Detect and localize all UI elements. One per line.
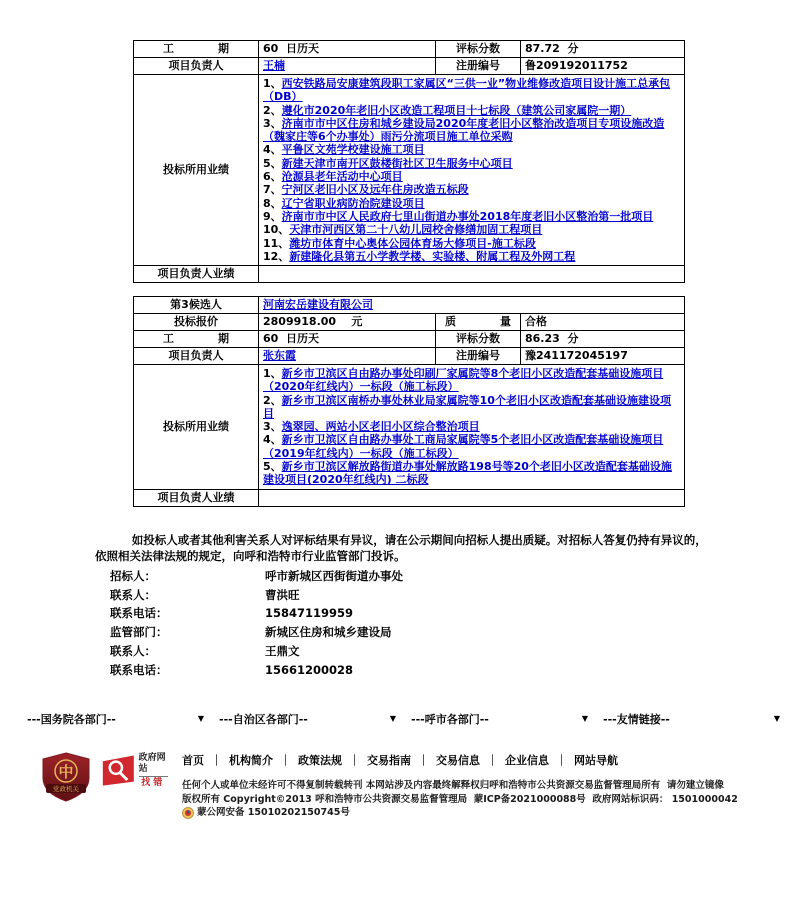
chevron-down-icon: ▼ bbox=[389, 714, 396, 723]
manager-label: 项目负责人 bbox=[134, 348, 259, 365]
footer-nav-link[interactable]: 网站导航 bbox=[574, 754, 618, 767]
dropdown-state-council-departments[interactable] bbox=[25, 710, 206, 728]
candidate-label: 第3候选人 bbox=[134, 297, 259, 314]
performance-project-link[interactable]: 逸翠园、两站小区老旧小区综合整治项目 bbox=[281, 420, 480, 434]
performance-item bbox=[263, 170, 680, 183]
nav-separator: ｜ bbox=[556, 754, 567, 767]
footer-nav-link[interactable]: 政策法规 bbox=[298, 754, 342, 767]
contact-block bbox=[110, 567, 530, 679]
find-error-label: 找错 bbox=[141, 778, 166, 788]
objection-notice: 如投标人或者其他利害关系人对评标结果有异议，请在公示期间向招标人提出质疑。对招标人答复仍持有异议的，依照相关法律法规的规定，向呼和浩特市行业监管部门投诉。 bbox=[95, 533, 707, 563]
performance-project-link[interactable]: 新乡市卫滨区自由路办事处印刷厂家属院等8个老旧小区改造配套基础设施项目（2020年红线内）一标段（施工标段） bbox=[263, 367, 664, 394]
contact-label: 联系电话： bbox=[110, 606, 168, 621]
site-error-report-widget[interactable] bbox=[102, 752, 168, 790]
find-error-text bbox=[139, 753, 168, 789]
link-dropdown-row bbox=[25, 710, 782, 728]
performance-item-number: 2、 bbox=[263, 103, 282, 117]
performance-item bbox=[263, 197, 680, 210]
dropdown-city-departments[interactable] bbox=[409, 710, 590, 728]
score-value: 87.72 分 bbox=[521, 41, 685, 58]
performance-item-number: 1、 bbox=[263, 367, 282, 380]
performance-item-number: 3、 bbox=[263, 420, 282, 434]
performance-project-link[interactable]: 潍坊市体育中心奥体公园体育场大修项目-施工标段 bbox=[289, 236, 536, 250]
performance-item bbox=[263, 157, 680, 170]
footer-nav-link[interactable]: 企业信息 bbox=[505, 754, 549, 767]
performance-project-link[interactable]: 平鲁区文苑学校建设施工项目 bbox=[281, 143, 425, 157]
contact-value: 呼市新城区西街街道办事处 bbox=[265, 569, 403, 583]
chevron-down-icon: ▼ bbox=[773, 714, 780, 723]
nav-separator: ｜ bbox=[280, 754, 291, 767]
find-error-site-label: 政府网站 bbox=[139, 753, 168, 777]
performance-project-link[interactable]: 遵化市2020年老旧小区改造工程项目十七标段（建筑公司家属院一期） bbox=[281, 103, 632, 117]
contact-row bbox=[110, 661, 530, 680]
contact-label: 监管部门： bbox=[110, 625, 168, 640]
performance-item-number: 4、 bbox=[263, 143, 282, 157]
registration-value: 鲁209192011752 bbox=[521, 58, 685, 75]
manager-performance-value bbox=[259, 266, 685, 283]
chevron-down-icon: ▼ bbox=[197, 714, 204, 723]
svg-text:中: 中 bbox=[58, 763, 74, 781]
contact-row bbox=[110, 604, 530, 623]
performance-item-number: 5、 bbox=[263, 460, 282, 474]
dropdown-autonomous-region-departments[interactable] bbox=[217, 710, 398, 728]
performance-list bbox=[259, 75, 685, 266]
dropdown-label: ---自治区各部门-- bbox=[219, 713, 308, 726]
performance-project-link[interactable]: 新乡市卫滨区南桥办事处林业局家属院等10个老旧小区改造配套基础设施建设项目 bbox=[263, 393, 671, 420]
performance-item bbox=[263, 143, 680, 156]
contact-row bbox=[110, 586, 530, 605]
duration-label: 工 期 bbox=[134, 331, 259, 348]
performance-item bbox=[263, 250, 680, 263]
footer-beian-text: 蒙公网安备 15010202150745号 bbox=[197, 807, 350, 818]
performance-list bbox=[259, 365, 685, 490]
registration-label: 注册编号 bbox=[436, 58, 521, 75]
performance-project-link[interactable]: 西安铁路局安康建筑段职工家属区“三供一业”物业维修改造项目设计施工总承包（DB） bbox=[263, 77, 671, 104]
performance-project-link[interactable]: 济南市市中区人民政府七里山街道办事处2018年度老旧小区整治第一批项目 bbox=[281, 209, 654, 223]
performance-item-number: 7、 bbox=[263, 183, 282, 197]
score-label: 评标分数 bbox=[436, 41, 521, 58]
quality-label: 质 量 bbox=[436, 314, 521, 331]
manager-name-link[interactable]: 张东霞 bbox=[263, 349, 296, 362]
footer-nav-link[interactable]: 机构简介 bbox=[229, 754, 273, 767]
duration-label: 工 期 bbox=[134, 41, 259, 58]
performance-project-link[interactable]: 济南市市中区住房和城乡建设局2020年度老旧小区整治改造项目专项设施改造（魏家庄等6个办事处）雨污分流项目施工单位采购 bbox=[263, 116, 665, 144]
chevron-down-icon: ▼ bbox=[581, 714, 588, 723]
contact-label: 联系电话： bbox=[110, 662, 168, 677]
performance-project-link[interactable]: 宁河区老旧小区及远年住房改造五标段 bbox=[281, 183, 469, 197]
price-label: 投标报价 bbox=[134, 314, 259, 331]
performance-project-link[interactable]: 新乡市卫滨区自由路办事处工商局家属院等5个老旧小区改造配套基础设施项目（2019年红线内）一标段（施工标段） bbox=[263, 433, 664, 460]
manager-performance-label: 项目负责人业绩 bbox=[134, 489, 259, 506]
score-value: 86.23 分 bbox=[521, 331, 685, 348]
footer-nav-link[interactable]: 交易指南 bbox=[367, 754, 411, 767]
performance-item bbox=[263, 460, 680, 487]
dropdown-label: ---呼市各部门-- bbox=[411, 713, 489, 726]
contact-value: 新城区住房和城乡建设局 bbox=[265, 625, 392, 640]
performance-item bbox=[263, 367, 680, 394]
performance-item-number: 6、 bbox=[263, 170, 282, 184]
performance-item bbox=[263, 210, 680, 223]
performance-item bbox=[263, 223, 680, 236]
dropdown-friendly-links[interactable] bbox=[601, 710, 782, 728]
performance-item-number: 3、 bbox=[263, 116, 282, 130]
public-security-badge-icon bbox=[182, 807, 194, 819]
performance-project-link[interactable]: 辽宁省职业病防治院建设项目 bbox=[281, 196, 425, 210]
performance-item-number: 12、 bbox=[263, 249, 290, 263]
performance-item bbox=[263, 237, 680, 250]
party-gov-shield-badge-icon[interactable] bbox=[40, 752, 92, 806]
performance-item-number: 2、 bbox=[263, 393, 282, 407]
performance-item bbox=[263, 420, 680, 433]
contact-value: 15661200028 bbox=[265, 662, 354, 677]
performance-item bbox=[263, 394, 680, 421]
manager-performance-label: 项目负责人业绩 bbox=[134, 266, 259, 283]
candidate-table-partial bbox=[133, 40, 685, 283]
contact-row bbox=[110, 623, 530, 642]
contact-row bbox=[110, 567, 530, 586]
performance-item bbox=[263, 117, 680, 144]
contact-row bbox=[110, 642, 530, 661]
contact-label: 联系人： bbox=[110, 643, 156, 658]
performance-item bbox=[263, 433, 680, 460]
manager-performance-value bbox=[259, 489, 685, 506]
score-label: 评标分数 bbox=[436, 331, 521, 348]
performance-label: 投标所用业绩 bbox=[134, 75, 259, 266]
performance-item-number: 8、 bbox=[263, 196, 282, 210]
performance-item-number: 11、 bbox=[263, 236, 290, 250]
registration-value: 豫241172045197 bbox=[521, 348, 685, 365]
performance-label: 投标所用业绩 bbox=[134, 365, 259, 490]
candidate3-table bbox=[133, 296, 685, 507]
performance-item-number: 4、 bbox=[263, 433, 282, 447]
performance-project-link[interactable]: 天津市河西区第二十八幼儿园校舍修缮加固工程项目 bbox=[289, 223, 543, 237]
footer-copyright-line2: 版权所有 Copyright©2013 呼和浩特市公共资源交易监督管理局 蒙ICP备2021000088号 政府网站标识码： 1501000042 bbox=[182, 793, 738, 805]
footer-beian-row bbox=[182, 806, 792, 820]
footer-nav-link[interactable]: 交易信息 bbox=[436, 754, 480, 767]
duration-value: 60 日历天 bbox=[259, 41, 436, 58]
magnifier-flag-icon bbox=[102, 752, 135, 790]
duration-value: 60 日历天 bbox=[259, 331, 436, 348]
performance-project-link[interactable]: 新建隆化县第五小学教学楼、实验楼、附属工程及外网工程 bbox=[289, 249, 576, 263]
footer bbox=[40, 752, 792, 820]
performance-project-link[interactable]: 新建天津市南开区鼓楼街社区卫生服务中心项目 bbox=[281, 156, 513, 170]
footer-copyright-line1: 任何个人或单位未经许可不得复制转载转刊 本网站涉及内容最终解释权归呼和浩特市公共资源交易监督管理局所有 请勿建立镜像 bbox=[182, 780, 724, 791]
contact-label: 招标人： bbox=[110, 569, 156, 583]
performance-item-number: 5、 bbox=[263, 156, 282, 170]
badge-ribbon-text: 党政机关 bbox=[53, 785, 79, 793]
performance-project-link[interactable]: 沧源县老年活动中心项目 bbox=[281, 170, 403, 184]
contact-value: 15847119959 bbox=[265, 606, 354, 621]
price-value: 2809918.00 元 bbox=[259, 314, 436, 331]
footer-nav-link[interactable]: 首页 bbox=[182, 754, 204, 767]
contact-value: 王鼎文 bbox=[265, 643, 300, 658]
footer-logos bbox=[40, 752, 168, 820]
footer-content bbox=[182, 752, 792, 820]
nav-separator: ｜ bbox=[487, 754, 498, 767]
contact-label: 联系人： bbox=[110, 587, 156, 602]
performance-item-number: 10、 bbox=[263, 223, 290, 237]
nav-separator: ｜ bbox=[349, 754, 360, 767]
contact-value: 曹洪旺 bbox=[265, 587, 300, 602]
dropdown-label: ---友情链接-- bbox=[603, 713, 670, 726]
registration-label: 注册编号 bbox=[436, 348, 521, 365]
dropdown-label: ---国务院各部门-- bbox=[27, 713, 116, 726]
performance-item-number: 1、 bbox=[263, 77, 282, 90]
performance-item bbox=[263, 183, 680, 196]
manager-name-link[interactable]: 王楠 bbox=[263, 59, 285, 72]
manager-label: 项目负责人 bbox=[134, 58, 259, 75]
performance-item bbox=[263, 77, 680, 104]
nav-separator: ｜ bbox=[211, 754, 222, 767]
performance-item bbox=[263, 104, 680, 117]
quality-value: 合格 bbox=[521, 314, 685, 331]
performance-item-number: 9、 bbox=[263, 209, 282, 223]
nav-separator: ｜ bbox=[418, 754, 429, 767]
footer-nav bbox=[182, 752, 792, 768]
candidate-name-link[interactable]: 河南宏岳建设有限公司 bbox=[263, 298, 373, 311]
performance-project-link[interactable]: 新乡市卫滨区解放路街道办事处解放路198号等20个老旧小区改造配套基础设施建设项目(2020年红线内) 二标段 bbox=[263, 460, 672, 487]
